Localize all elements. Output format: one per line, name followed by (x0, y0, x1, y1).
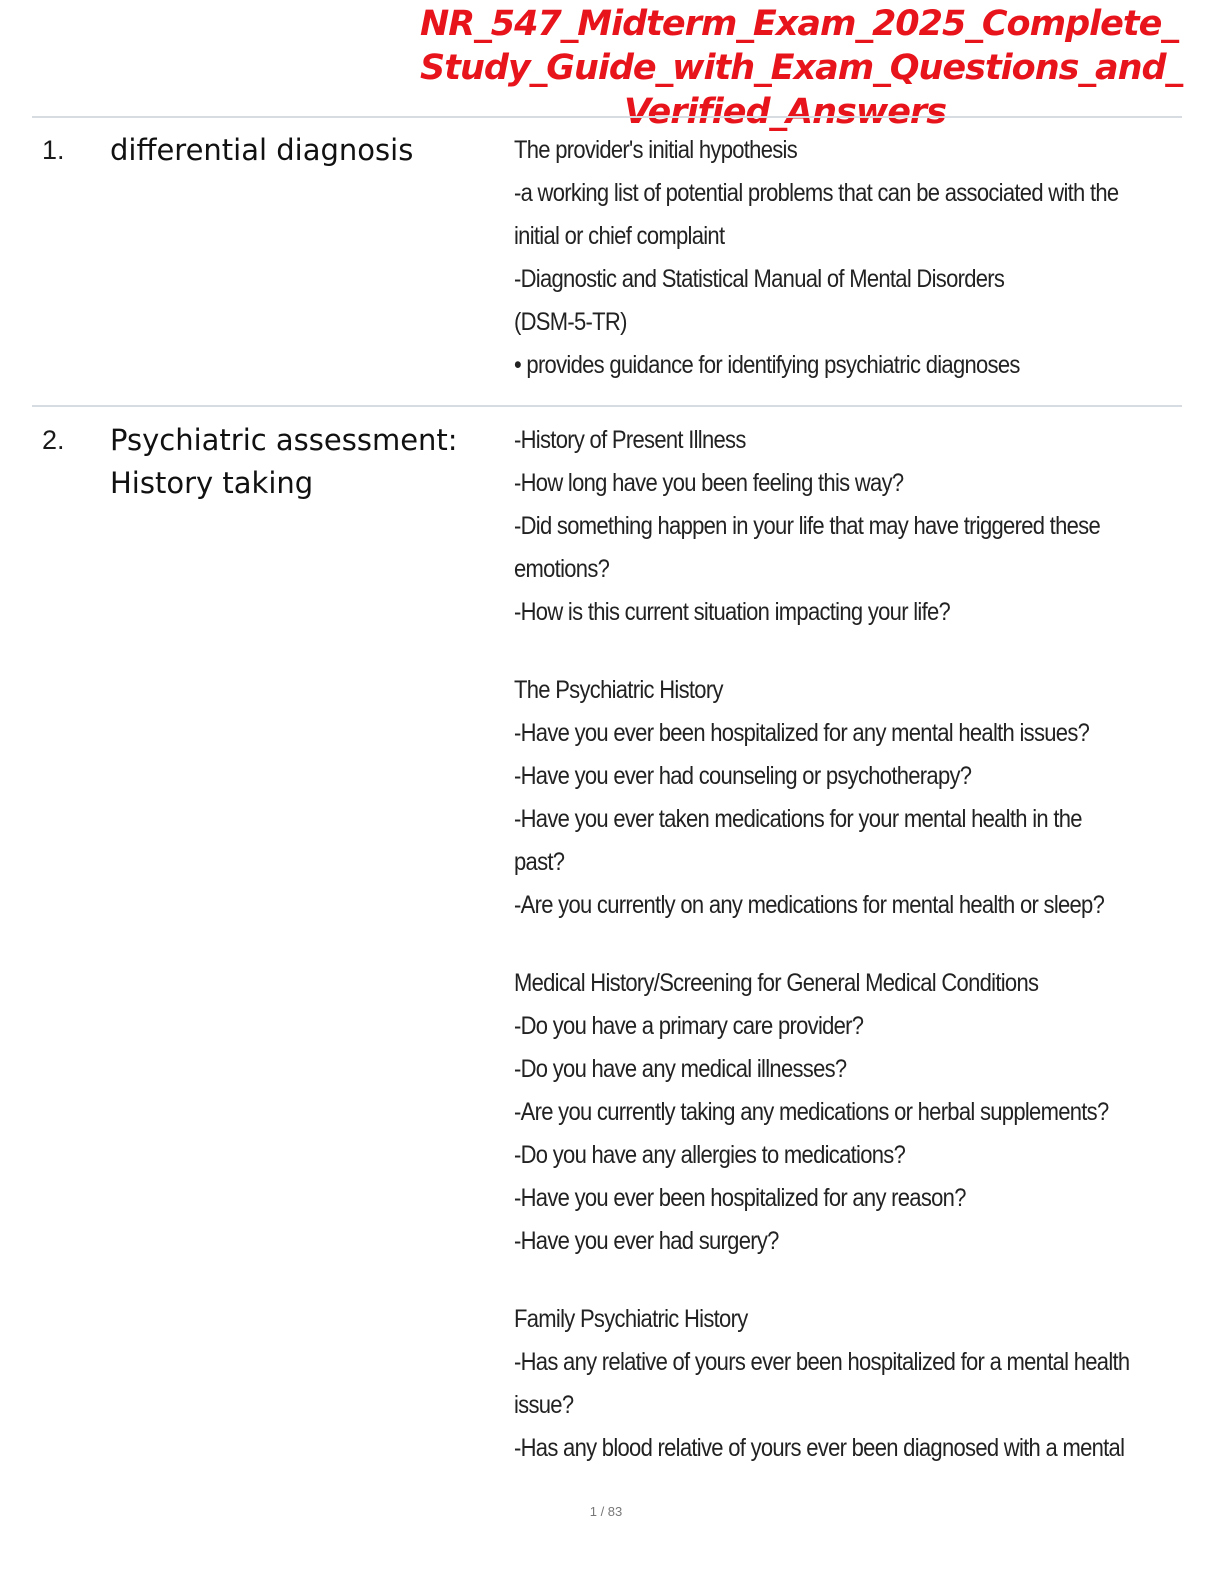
header-divider (32, 116, 1182, 118)
row-divider (32, 405, 1182, 407)
answer-line: The Psychiatric History (514, 676, 723, 704)
answer-line: -Diagnostic and Statistical Manual of Mental Disorders (514, 265, 1005, 293)
answer-line: -Has any relative of yours ever been hospitalized for a mental health (514, 1348, 1130, 1376)
answer-line: -Do you have a primary care provider? (514, 1012, 864, 1040)
answer-line: issue? (514, 1391, 574, 1419)
answer-line: • provides guidance for identifying psychiatric diagnoses (514, 351, 1020, 379)
paragraph-gap (514, 927, 1095, 962)
answer-line: emotions? (514, 555, 610, 583)
answer-line: initial or chief complaint (514, 222, 725, 250)
answer-line: -Are you currently on any medications for mental health or sleep? (514, 891, 1105, 919)
answer-line: past? (514, 848, 565, 876)
item-term (110, 419, 470, 505)
answer-line: -Do you have any medical illnesses? (514, 1055, 847, 1083)
item-term (110, 129, 470, 172)
answer-line: -Do you have any allergies to medications? (514, 1141, 906, 1169)
answer-line: (DSM-5-TR) (514, 308, 627, 336)
paragraph-gap (514, 1263, 1095, 1298)
answer-line: -How is this current situation impacting your life? (514, 598, 951, 626)
answer-line: Family Psychiatric History (514, 1305, 748, 1333)
answer-line: Medical History/Screening for General Medical Conditions (514, 969, 1039, 997)
answer-line: -Did something happen in your life that may have triggered these (514, 512, 1100, 540)
answer-line: The provider's initial hypothesis (514, 136, 798, 164)
term-line: differential diagnosis (110, 133, 414, 167)
answer-line: -Are you currently taking any medications or herbal supplements? (514, 1098, 1109, 1126)
answer-line: -History of Present Illness (514, 426, 746, 454)
document-title: NR_547_Midterm_Exam_2025_Complete_ Study_Guide_with_Exam_Questions_and_ Verified_Answers (420, 4, 1183, 132)
answer-line: -Have you ever been hospitalized for any mental health issues? (514, 719, 1090, 747)
item-number: 1. (42, 135, 65, 165)
item-number: 2. (42, 425, 65, 455)
answer-line: -Have you ever taken medications for your mental health in the (514, 805, 1082, 833)
answer-line: -Have you ever been hospitalized for any reason? (514, 1184, 966, 1212)
answer-line: -a working list of potential problems that can be associated with the (514, 179, 1119, 207)
answer-line: -Have you ever had surgery? (514, 1227, 779, 1255)
paragraph-gap (514, 634, 1095, 669)
answer-line: -How long have you been feeling this way? (514, 469, 904, 497)
term-line: History taking (110, 466, 314, 500)
term-line: Psychiatric assessment: (110, 423, 458, 457)
item-answer (514, 419, 1130, 1470)
item-answer (514, 129, 1119, 387)
answer-line: -Has any blood relative of yours ever been diagnosed with a mental (514, 1434, 1125, 1462)
page-counter: 1 / 83 (589, 1504, 623, 1519)
answer-line: -Have you ever had counseling or psychotherapy? (514, 762, 972, 790)
